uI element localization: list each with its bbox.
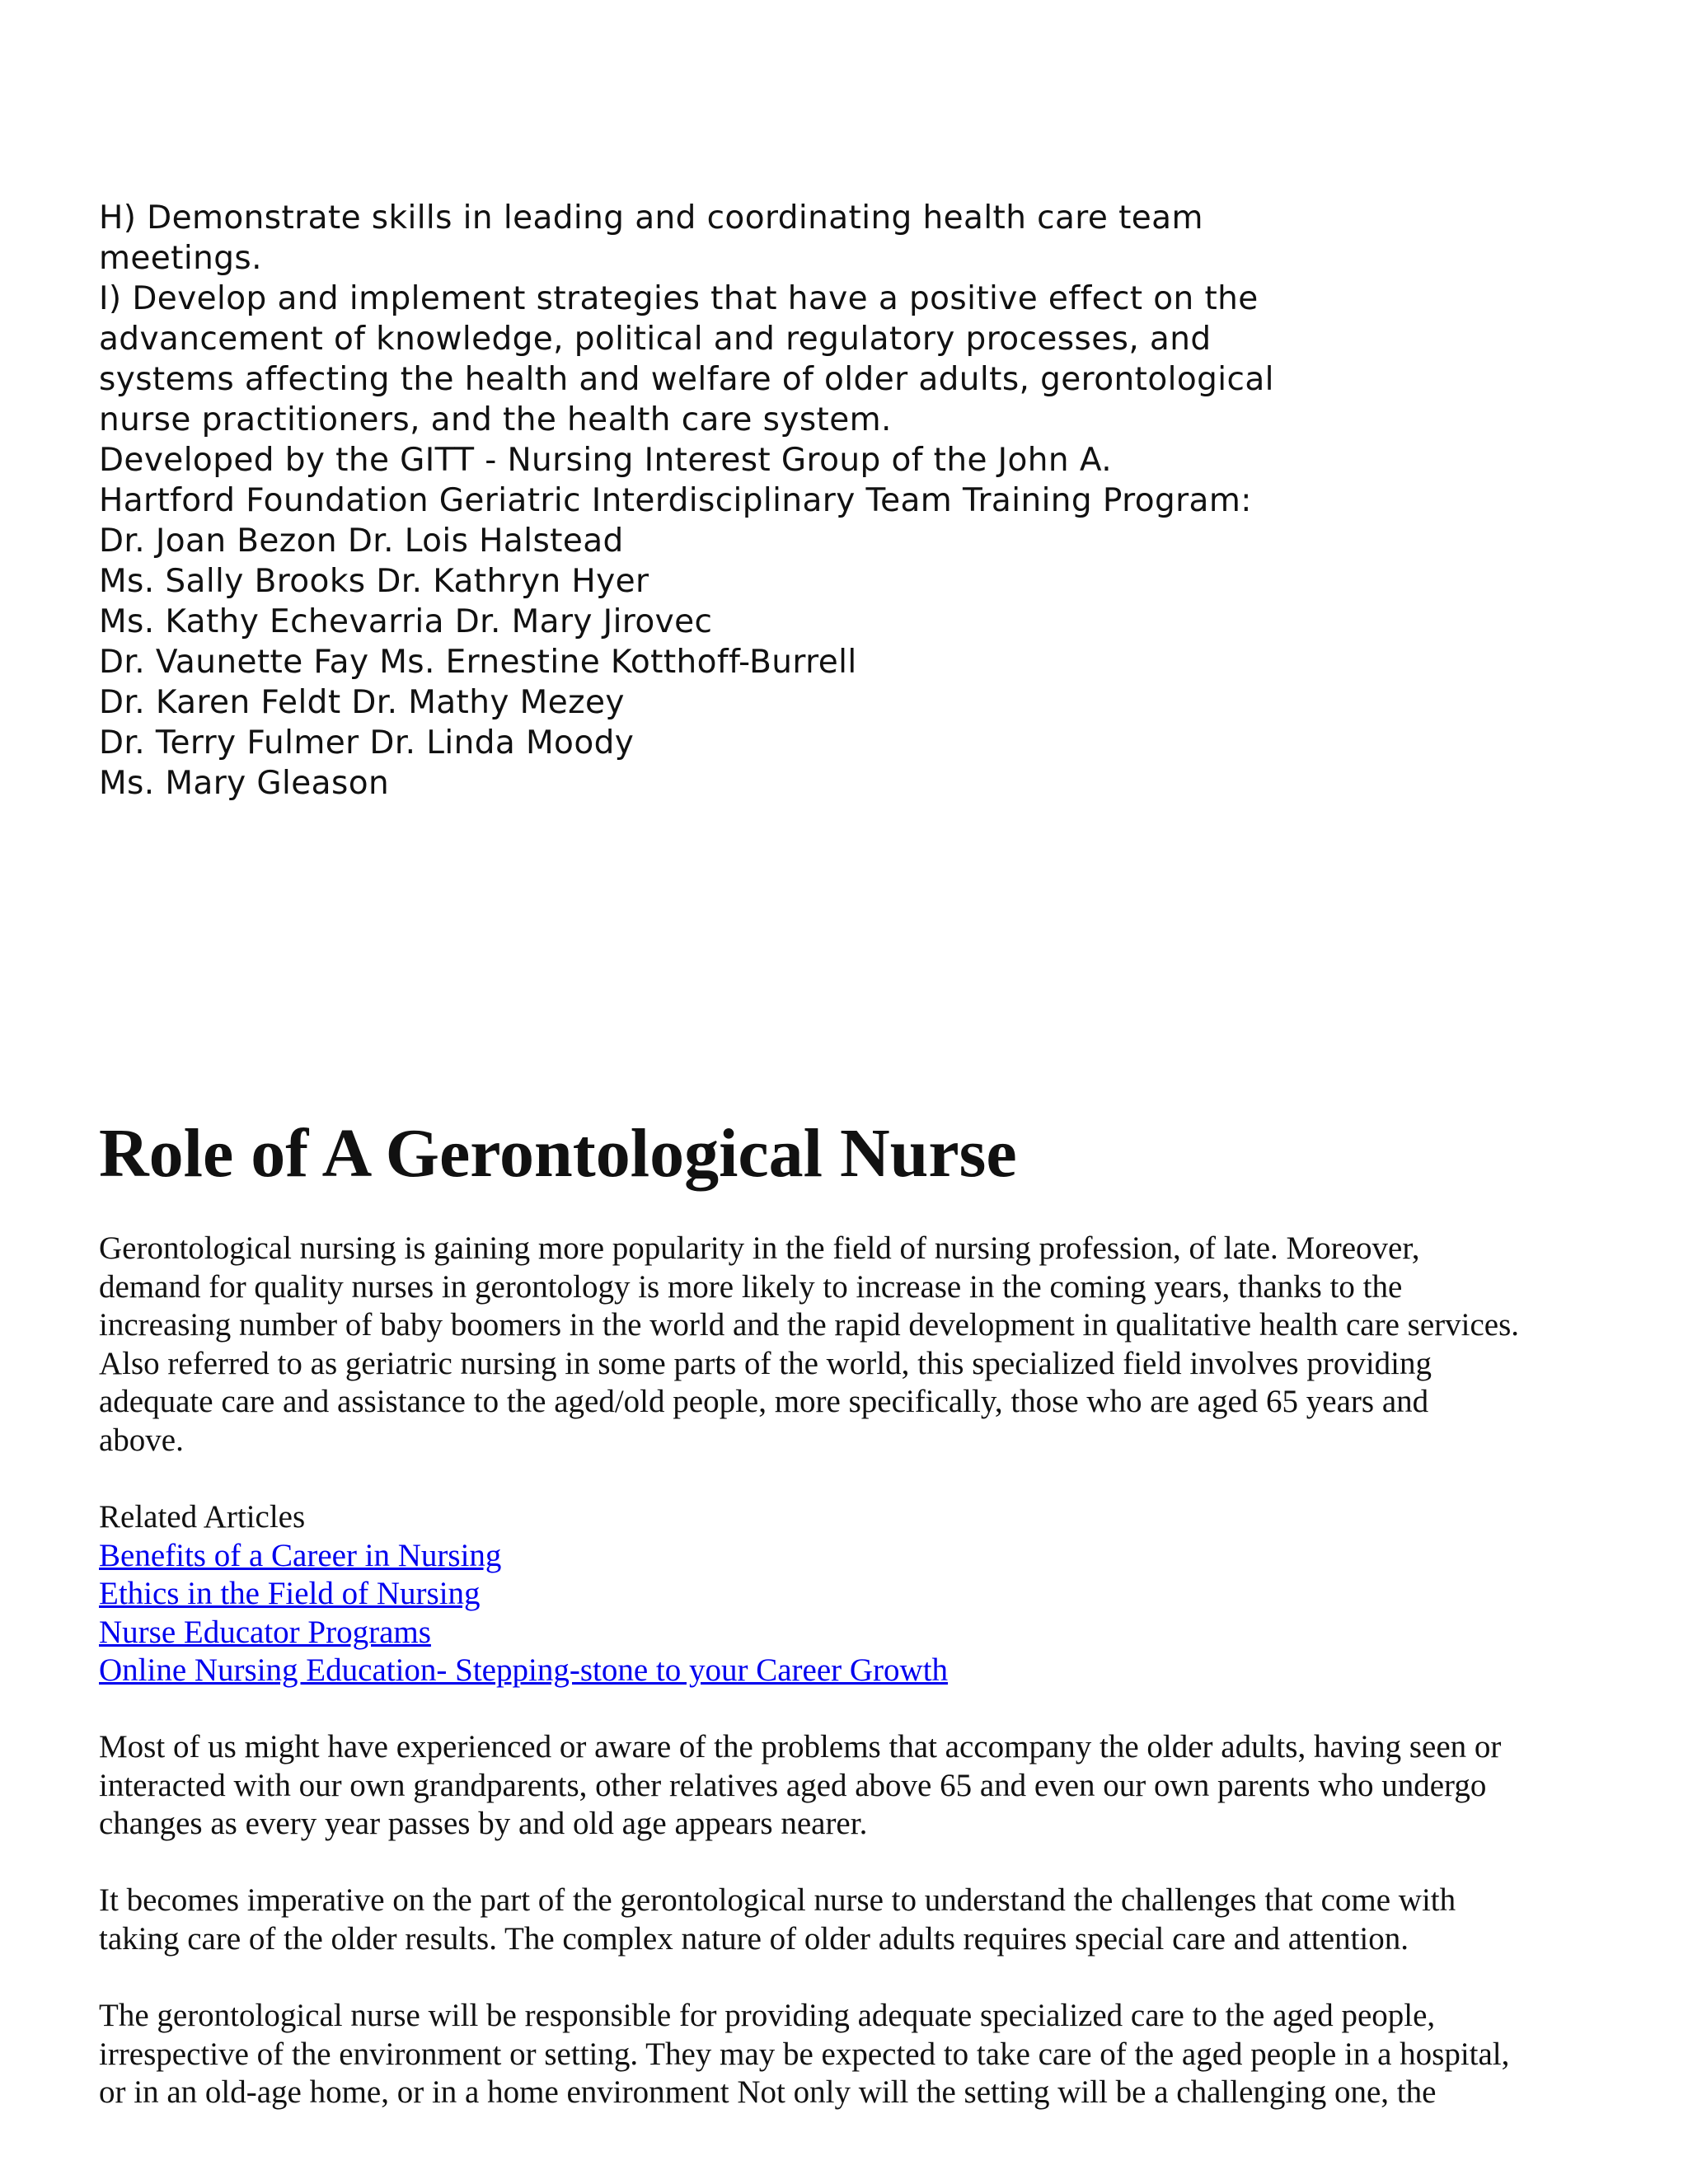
- objective-line: nurse practitioners, and the health care system.: [99, 401, 892, 438]
- credits-line: Hartford Foundation Geriatric Interdisciplinary Team Training Program:: [99, 482, 1252, 519]
- related-link-career-benefits[interactable]: Benefits of a Career in Nursing: [99, 1537, 502, 1573]
- contributor-line: Dr. Vaunette Fay Ms. Ernestine Kotthoff-Burrell: [99, 644, 857, 681]
- contributor-line: Ms. Kathy Echevarria Dr. Mary Jirovec: [99, 603, 713, 640]
- paragraph-line: Also referred to as geriatric nursing in some parts of the world, this specialized field involves providing: [99, 1345, 1432, 1381]
- objectives-block: [99, 198, 1582, 804]
- paragraph-line: above.: [99, 1422, 184, 1458]
- article-title: Role of A Gerontological Nurse: [99, 1115, 1017, 1192]
- paragraph-line: taking care of the older results. The complex nature of older adults requires special care and attention.: [99, 1920, 1409, 1957]
- paragraph-line: adequate care and assistance to the aged/old people, more specifically, those who are aged 65 years and: [99, 1384, 1429, 1419]
- objective-line: advancement of knowledge, political and regulatory processes, and: [99, 321, 1212, 358]
- objective-line: I) Develop and implement strategies that have a positive effect on the: [99, 280, 1259, 317]
- objective-line: systems affecting the health and welfare of older adults, gerontological: [99, 361, 1274, 398]
- related-link-online-education[interactable]: Online Nursing Education- Stepping-stone to your Career Growth: [99, 1652, 949, 1688]
- objective-line: H) Demonstrate skills in leading and coordinating health care team: [99, 199, 1203, 237]
- paragraph-line: Gerontological nursing is gaining more popularity in the field of nursing profession, of late. Moreover,: [99, 1230, 1420, 1266]
- objective-line: meetings.: [99, 240, 262, 277]
- paragraph-line: increasing number of baby boomers in the world and the rapid development in qualitative health care services.: [99, 1307, 1520, 1343]
- paragraph-line: changes as every year passes by and old age appears nearer.: [99, 1806, 868, 1841]
- paragraph-challenges: [99, 1882, 1456, 1958]
- related-articles-heading: Related Articles: [99, 1499, 306, 1535]
- intro-paragraph: [99, 1230, 1519, 1460]
- contributor-line: Ms. Mary Gleason: [99, 765, 390, 802]
- related-link-ethics[interactable]: Ethics in the Field of Nursing: [99, 1576, 481, 1611]
- related-link-educator-programs[interactable]: Nurse Educator Programs: [99, 1614, 431, 1650]
- paragraph-responsibilities: [99, 1997, 1509, 2112]
- paragraph-line: interacted with our own grandparents, other relatives aged above 65 and even our own parents who undergo: [99, 1767, 1487, 1803]
- contributor-line: Ms. Sally Brooks Dr. Kathryn Hyer: [99, 563, 649, 600]
- contributor-line: Dr. Joan Bezon Dr. Lois Halstead: [99, 523, 624, 560]
- contributor-line: Dr. Terry Fulmer Dr. Linda Moody: [99, 724, 635, 762]
- related-articles: [99, 1498, 948, 1690]
- paragraph-line: It becomes imperative on the part of the gerontological nurse to understand the challenges that come with: [99, 1882, 1456, 1918]
- paragraph-line: or in an old-age home, or in a home environment Not only will the setting will be a challenging one, the: [99, 2074, 1437, 2110]
- paragraph-line: irrespective of the environment or setting. They may be expected to take care of the aged people in a hospital,: [99, 2036, 1510, 2072]
- credits-line: Developed by the GITT - Nursing Interest Group of the John A.: [99, 442, 1113, 479]
- document-page: [99, 198, 1582, 2110]
- paragraph-problems: [99, 1728, 1501, 1844]
- paragraph-line: Most of us might have experienced or aware of the problems that accompany the older adults, having seen or: [99, 1729, 1502, 1765]
- paragraph-line: demand for quality nurses in gerontology is more likely to increase in the coming years, thanks to the: [99, 1268, 1403, 1305]
- contributor-line: Dr. Karen Feldt Dr. Mathy Mezey: [99, 684, 625, 721]
- paragraph-line: The gerontological nurse will be responsible for providing adequate specialized care to the aged people,: [99, 1998, 1436, 2033]
